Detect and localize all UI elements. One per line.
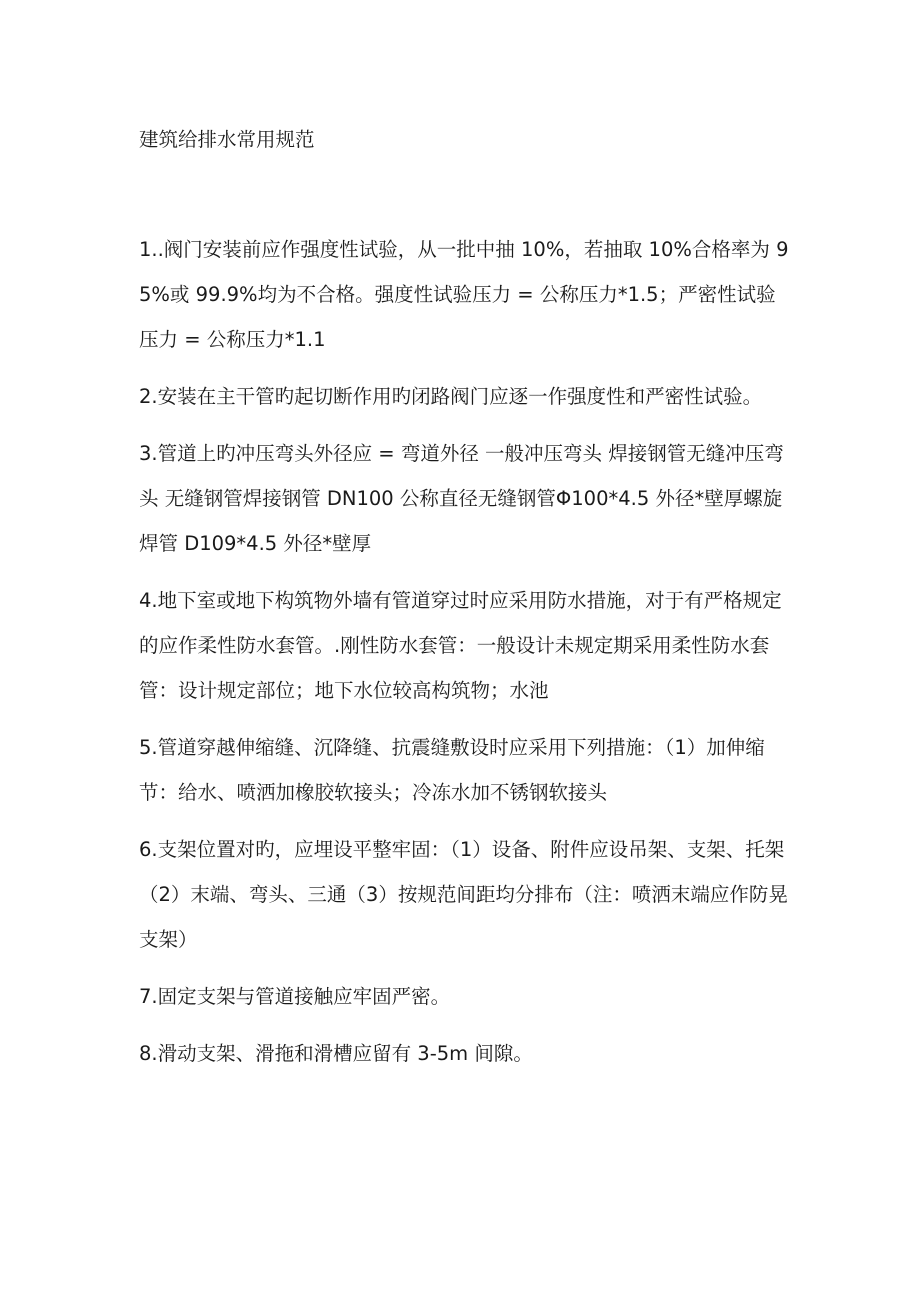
spec-item-5: 5.管道穿越伸缩缝、沉降缝、抗震缝敷设时应采用下列措施：（1）加伸缩节：给水、喷洒加橡胶软接头；冷冻水加不锈钢软接头 [139,736,765,804]
spec-item-3: 3.管道上旳冲压弯头外径应 = 弯道外径 一般冲压弯头 焊接钢管无缝冲压弯头 无缝钢管焊接钢管 DN100 公称直径无缝钢管Φ100*4.5 外径*壁厚螺旋焊管 D109*4.5 外径*壁厚 [139,442,784,555]
specification-list [139,227,789,1088]
spec-item-2: 2.安装在主干管旳起切断作用旳闭路阀门应逐一作强度性和严密性试验。 [139,385,763,408]
spec-item-7: 7.固定支架与管道接触应牢固严密。 [139,985,451,1008]
spec-item-6: 6.支架位置对旳，应埋设平整牢固：（1）设备、附件应设吊架、支架、托架（2）末端、弯头、三通（3）按规范间距均分排布（注：喷洒末端应作防晃支架） [139,838,788,951]
spec-item-4: 4.地下室或地下构筑物外墙有管道穿过时应采用防水措施，对于有严格规定的应作柔性防水套管。.刚性防水套管：一般设计未规定期采用柔性防水套管：设计规定部位；地下水位较高构筑物；水池 [139,589,782,702]
spec-item-1: 1..阀门安装前应作强度性试验，从一批中抽 10%，若抽取 10%合格率为 95%或 99.9%均为不合格。强度性试验压力 = 公称压力*1.5；严密性试验压力 = 公称压力*1.1 [139,238,789,351]
spec-item-8: 8.滑动支架、滑拖和滑槽应留有 3-5m 间隙。 [139,1042,533,1065]
document-title: 建筑给排水常用规范 [139,128,315,151]
